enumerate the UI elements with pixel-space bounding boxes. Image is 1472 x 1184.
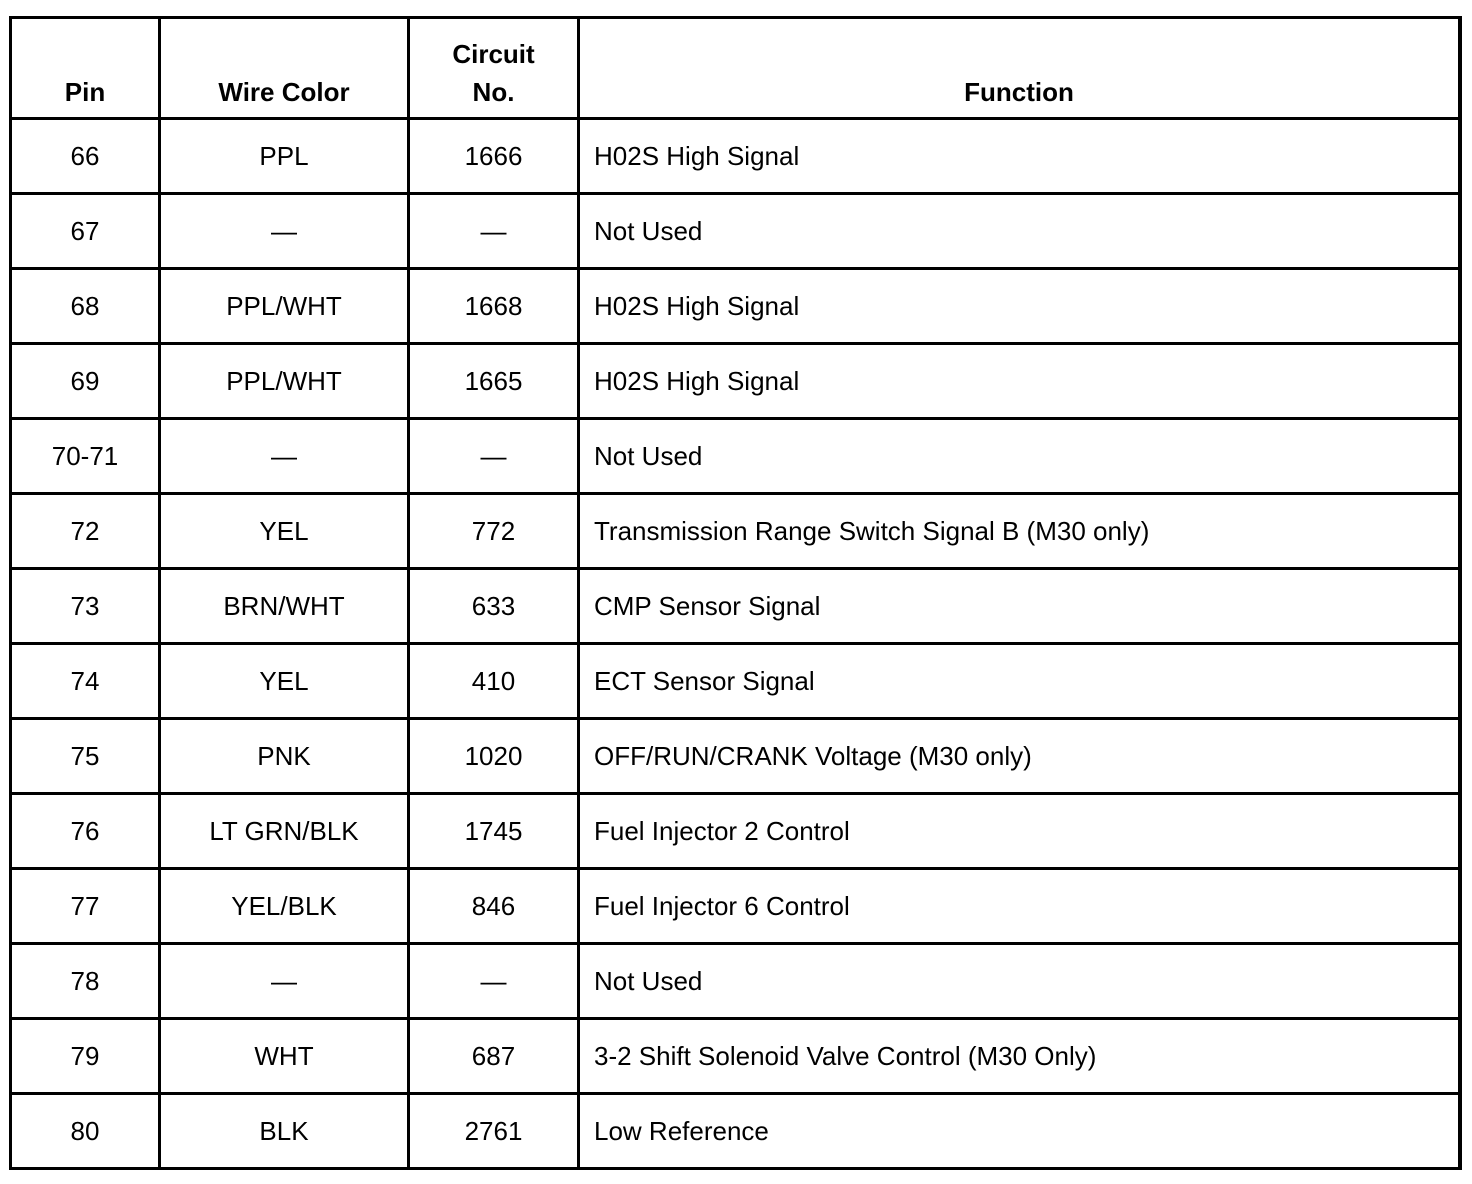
- table-row: [11, 194, 1461, 269]
- cell-circuit-no: 1668: [409, 269, 579, 344]
- cell-pin: 77: [11, 869, 160, 944]
- cell-pin: 69: [11, 344, 160, 419]
- cell-circuit-no: 1020: [409, 719, 579, 794]
- cell-circuit-no: —: [409, 194, 579, 269]
- cell-function: Transmission Range Switch Signal B (M30 only): [579, 494, 1461, 569]
- cell-circuit-no: 772: [409, 494, 579, 569]
- cell-wire-color: BRN/WHT: [160, 569, 409, 644]
- cell-circuit-no: 687: [409, 1019, 579, 1094]
- cell-function: Fuel Injector 6 Control: [579, 869, 1461, 944]
- table-row: [11, 869, 1461, 944]
- table-row: [11, 269, 1461, 344]
- cell-pin: 74: [11, 644, 160, 719]
- cell-circuit-no: 633: [409, 569, 579, 644]
- cell-circuit-no: 846: [409, 869, 579, 944]
- cell-wire-color: PNK: [160, 719, 409, 794]
- cell-function: H02S High Signal: [579, 119, 1461, 194]
- cell-function: CMP Sensor Signal: [579, 569, 1461, 644]
- cell-wire-color: YEL/BLK: [160, 869, 409, 944]
- cell-circuit-no: —: [409, 419, 579, 494]
- cell-wire-color: PPL/WHT: [160, 269, 409, 344]
- table-row: [11, 1019, 1461, 1094]
- header-pin: Pin: [11, 18, 160, 119]
- cell-wire-color: —: [160, 194, 409, 269]
- cell-function: Not Used: [579, 944, 1461, 1019]
- cell-pin: 80: [11, 1094, 160, 1169]
- header-circuit-no: [409, 18, 579, 119]
- cell-wire-color: —: [160, 944, 409, 1019]
- cell-pin: 72: [11, 494, 160, 569]
- cell-pin: 73: [11, 569, 160, 644]
- cell-wire-color: BLK: [160, 1094, 409, 1169]
- cell-function: H02S High Signal: [579, 344, 1461, 419]
- cell-wire-color: —: [160, 419, 409, 494]
- pinout-table: [9, 16, 1462, 1170]
- header-circuit-line2: No.: [472, 77, 515, 107]
- table-row: [11, 119, 1461, 194]
- table-row: [11, 944, 1461, 1019]
- cell-function: ECT Sensor Signal: [579, 644, 1461, 719]
- cell-circuit-no: —: [409, 944, 579, 1019]
- cell-function: Not Used: [579, 419, 1461, 494]
- table-row: [11, 794, 1461, 869]
- cell-wire-color: YEL: [160, 494, 409, 569]
- cell-pin: 66: [11, 119, 160, 194]
- cell-pin: 76: [11, 794, 160, 869]
- cell-pin: 79: [11, 1019, 160, 1094]
- cell-wire-color: WHT: [160, 1019, 409, 1094]
- cell-function: Low Reference: [579, 1094, 1461, 1169]
- cell-pin: 70-71: [11, 419, 160, 494]
- cell-wire-color: YEL: [160, 644, 409, 719]
- cell-circuit-no: 1665: [409, 344, 579, 419]
- table-row: [11, 494, 1461, 569]
- header-wire-color: Wire Color: [160, 18, 409, 119]
- cell-wire-color: PPL: [160, 119, 409, 194]
- cell-circuit-no: 1745: [409, 794, 579, 869]
- table-row: [11, 569, 1461, 644]
- table-row: [11, 344, 1461, 419]
- table-row: [11, 419, 1461, 494]
- cell-circuit-no: 1666: [409, 119, 579, 194]
- header-row: [11, 18, 1461, 119]
- cell-pin: 78: [11, 944, 160, 1019]
- header-circuit-line1: Circuit: [452, 39, 535, 69]
- cell-wire-color: PPL/WHT: [160, 344, 409, 419]
- cell-function: Not Used: [579, 194, 1461, 269]
- header-function: Function: [579, 18, 1461, 119]
- cell-function: 3-2 Shift Solenoid Valve Control (M30 Only): [579, 1019, 1461, 1094]
- cell-circuit-no: 410: [409, 644, 579, 719]
- cell-function: H02S High Signal: [579, 269, 1461, 344]
- table-row: [11, 719, 1461, 794]
- cell-function: OFF/RUN/CRANK Voltage (M30 only): [579, 719, 1461, 794]
- cell-pin: 67: [11, 194, 160, 269]
- table-row: [11, 644, 1461, 719]
- cell-circuit-no: 2761: [409, 1094, 579, 1169]
- table-row: [11, 1094, 1461, 1169]
- cell-pin: 75: [11, 719, 160, 794]
- cell-function: Fuel Injector 2 Control: [579, 794, 1461, 869]
- cell-pin: 68: [11, 269, 160, 344]
- cell-wire-color: LT GRN/BLK: [160, 794, 409, 869]
